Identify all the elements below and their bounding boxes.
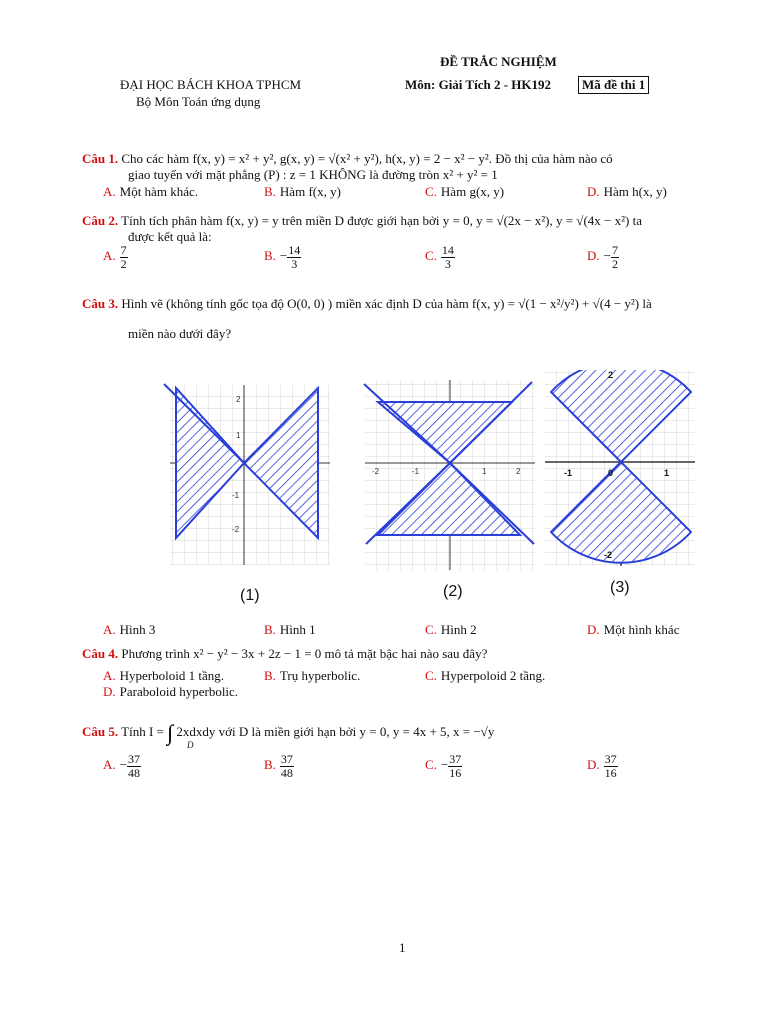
exam-title: ĐỀ TRẮC NGHIỆM xyxy=(440,54,557,69)
q4-option-c[interactable]: C. Hyperpoloid 2 tầng. xyxy=(425,668,546,683)
fig3-tick-y2: 2 xyxy=(608,370,614,380)
q2-option-a[interactable]: A. $\frac{7}{2}$ xyxy=(103,243,127,271)
q5-option-b[interactable]: B. $\frac{37}{48}$ xyxy=(264,752,293,780)
fig3-tick-x1: 1 xyxy=(664,468,670,478)
integral-domain-sub: D xyxy=(187,740,194,750)
fig1-label: (1) xyxy=(240,587,260,604)
q3-option-a[interactable]: A. Hình 3 xyxy=(103,622,156,637)
q4-option-d[interactable]: D. Paraboloid hyperbolic. xyxy=(103,684,239,699)
q5-option-d[interactable]: D. $\frac{37}{16}$ xyxy=(587,752,617,780)
question-text: Phương trình x² − y² − 3x + 2z − 1 = 0 mô tả mặt bậc hai nào sau đây? xyxy=(121,646,488,661)
exam-code-box: Mã đề thi 1 xyxy=(578,76,649,94)
question-text: Cho các hàm f(x, y) = x² + y², g(x, y) = √(x² + y²), h(x, y) = 2 − x² − y². Đồ thị của hàm nào có xyxy=(121,151,613,166)
fig3-label: (3) xyxy=(610,579,630,596)
subject-label: Môn: Giải Tích 2 - HK192 xyxy=(405,77,552,92)
fig2-tick-x1: 1 xyxy=(482,467,487,476)
page-number: 1 xyxy=(399,940,406,955)
q1-option-c[interactable]: C. Hàm g(x, y) xyxy=(425,184,505,199)
q2-option-c[interactable]: C. $\frac{14}{3}$ xyxy=(425,243,454,271)
q3-option-b[interactable]: B. Hình 1 xyxy=(264,622,316,637)
q3-option-c[interactable]: C. Hình 2 xyxy=(425,622,477,637)
question-3-text-line2: miền nào dưới đây? xyxy=(128,326,232,341)
question-2 xyxy=(82,213,642,229)
question-1 xyxy=(82,151,722,167)
integrand: 2xdxdy xyxy=(176,724,216,739)
question-label: Câu 2. xyxy=(82,213,119,228)
question-text: Tính tích phân hàm f(x, y) = y trên miền D được giới hạn bởi y = 0, y = √(2x − x²), y = √(4x − x²) ta xyxy=(121,213,642,228)
q4-option-a[interactable]: A. Hyperboloid 1 tầng. xyxy=(103,668,224,683)
figure-3 xyxy=(545,361,695,566)
figure-2 xyxy=(364,380,535,570)
q2-option-d[interactable]: D. − $\frac{7}{2}$ xyxy=(587,243,618,271)
question-label: Câu 4. xyxy=(82,646,119,661)
question-text-post: với D là miền giới hạn bởi y = 0, y = 4x + 5, x = −√y xyxy=(218,724,495,739)
q5-option-c[interactable]: C. − $\frac{37}{16}$ xyxy=(425,752,462,780)
q3-option-d[interactable]: D. Một hình khác xyxy=(587,622,680,637)
university-name: ĐẠI HỌC BÁCH KHOA TPHCM xyxy=(120,77,302,92)
q2-option-b[interactable]: B. − $\frac{14}{3}$ xyxy=(264,243,301,271)
q5-option-a[interactable]: A. − $\frac{37}{48}$ xyxy=(103,752,140,780)
question-2-text-line2: được kết quả là: xyxy=(128,229,212,244)
fig2-label: (2) xyxy=(443,583,463,600)
fig3-tick-xneg1: -1 xyxy=(564,468,573,478)
q1-option-a[interactable]: A. Một hàm khác. xyxy=(103,184,198,199)
fig1-tick-y1: 1 xyxy=(236,431,241,440)
fig1-tick-yneg1: -1 xyxy=(232,491,240,500)
fig2-tick-xneg1: -1 xyxy=(412,467,420,476)
figure-1 xyxy=(164,384,330,565)
q4-option-b[interactable]: B. Trụ hyperbolic. xyxy=(264,668,361,683)
q3-figures xyxy=(160,360,750,610)
fig1-tick-yneg2: -2 xyxy=(232,525,240,534)
fig2-tick-xneg2: -2 xyxy=(372,467,380,476)
fig2-tick-x2: 2 xyxy=(516,467,521,476)
question-5 xyxy=(82,720,494,746)
question-4 xyxy=(82,646,487,662)
question-3 xyxy=(82,296,652,312)
question-text: Hình vẽ (không tính gốc tọa độ O(0, 0) ) miền xác định D của hàm f(x, y) = √(1 − x²/y²) + √(4 − y²) là xyxy=(121,296,652,311)
fig3-tick-yneg2: -2 xyxy=(604,550,613,560)
fig3-tick-x0: 0 xyxy=(608,468,614,478)
question-text-pre: Tính I = xyxy=(121,724,164,739)
question-1-text-line2: giao tuyến với mặt phẳng (P) : z = 1 KHÔNG là đường tròn x² + y² = 1 xyxy=(128,167,498,182)
fig1-tick-y2: 2 xyxy=(236,395,241,404)
q1-option-b[interactable]: B. Hàm f(x, y) xyxy=(264,184,341,199)
question-label: Câu 3. xyxy=(82,296,119,311)
question-label: Câu 5. xyxy=(82,724,119,739)
department-name: Bộ Môn Toán ứng dụng xyxy=(136,94,261,109)
question-label: Câu 1. xyxy=(82,151,119,166)
q1-option-d[interactable]: D. Hàm h(x, y) xyxy=(587,184,667,199)
